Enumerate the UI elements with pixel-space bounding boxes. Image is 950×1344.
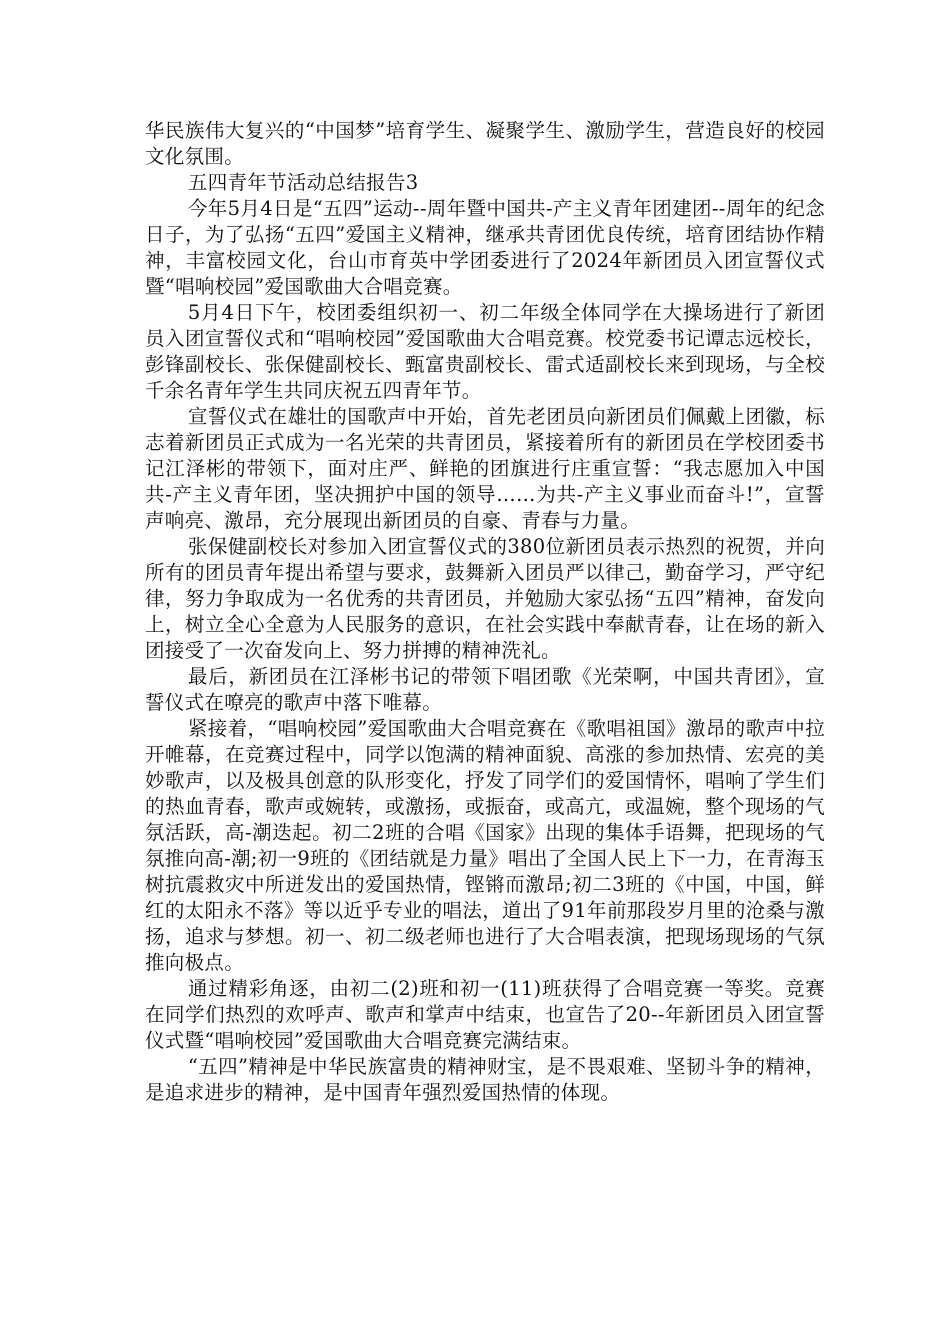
paragraph-may-fourth-spirit: “五四”精神是中华民族富贵的精神财宝，是不畏艰难、坚韧斗争的精神，是追求进步的精神，是中国青年强烈爱国热情的体现。 xyxy=(145,1055,825,1104)
paragraph-closing-song: 最后，新团员在江泽彬书记的带领下唱团歌《光荣啊，中国共青团》，宣誓仪式在嘹亮的歌声中落下唯幕。 xyxy=(145,665,825,714)
paragraph-awards: 通过精彩角逐，由初二(2)班和初一(11)班获得了合唱竞赛一等奖。竞赛在同学们热烈的欢呼声、歌声和掌声中结束，也宣告了20--年新团员入团宣誓仪式暨“唱响校园”爱国歌曲大合唱竞赛完满结束。 xyxy=(145,977,825,1052)
paragraph-intro: 今年5月4日是“五四”运动--周年暨中国共-产主义青年团建团--周年的纪念日子，为了弘扬“五四”爱国主义精神，继承共青团优良传统，培育团结协作精神，丰富校园文化，台山市育英中学团委进行了2024年新团员入团宣誓仪式暨“唱响校园”爱国歌曲大合唱竞赛。 xyxy=(145,197,825,298)
paragraph-oath-ceremony: 宣誓仪式在雄壮的国歌声中开始，首先老团员向新团员们佩戴上团徽，标志着新团员正式成为一名光荣的共青团员，紧接着所有的新团员在学校团委书记江泽彬的带领下，面对庄严、鲜艳的团旗进行庄重宣誓：“我志愿加入中国共-产主义青年团，坚决拥护中国的领导……为共-产主义事业而奋斗!”，宣誓声响亮、激昂，充分展现出新团员的自豪、青春与力量。 xyxy=(145,405,825,532)
document-page xyxy=(145,118,825,1106)
section-heading: 五四青年节活动总结报告3 xyxy=(187,171,419,194)
paragraph-chorus-competition: 紧接着，“唱响校园”爱国歌曲大合唱竞赛在《歌唱祖国》激昂的歌声中拉开帷幕，在竞赛过程中，同学以饱满的精神面貌、高涨的参加热情、宏亮的美妙歌声，以及极具创意的队形变化，抒发了同学们的爱国情怀，唱响了学生们的热血青春，歌声或婉转，或激扬，或振奋，或高亢，或温婉，整个现场的气氛活跃，高-潮迭起。初二2班的合唱《国家》出现的集体手语舞，把现场的气氛推向高-潮;初一9班的《团结就是力量》唱出了全国人民上下一力，在青海玉树抗震救灾中所迸发出的爱国热情，铿锵而激昂;初二3班的《中国，中国，鲜红的太阳永不落》等以近乎专业的唱法，道出了91年前那段岁月里的沧桑与激扬，追求与梦想。初一、初二级老师也进行了大合唱表演，把现场现场的气氛推向极点。 xyxy=(145,717,825,974)
paragraph-vice-principal-speech: 张保健副校长对参加入团宣誓仪式的380位新团员表示热烈的祝贺，并向所有的团员青年提出希望与要求，鼓舞新入团员严以律己，勤奋学习，严守纪律，努力争取成为一名优秀的共青团员，并勉励大家弘扬“五四”精神，奋发向上，树立全心全意为人民服务的意识，在社会实践中奉献青春，让在场的新入团接受了一次奋发向上、努力拼搏的精神洗礼。 xyxy=(145,535,825,662)
paragraph-continuation: 华民族伟大复兴的“中国梦”培育学生、凝聚学生、激励学生，营造良好的校园文化氛围。 xyxy=(145,119,825,168)
paragraph-may-fourth-afternoon: 5月4日下午，校团委组织初一、初二年级全体同学在大操场进行了新团员入团宣誓仪式和“唱响校园”爱国歌曲大合唱竞赛。校党委书记谭志远校长，彭锋副校长、张保健副校长、甄富贵副校长、雷式适副校长来到现场，与全校千余名青年学生共同庆祝五四青年节。 xyxy=(145,301,825,402)
